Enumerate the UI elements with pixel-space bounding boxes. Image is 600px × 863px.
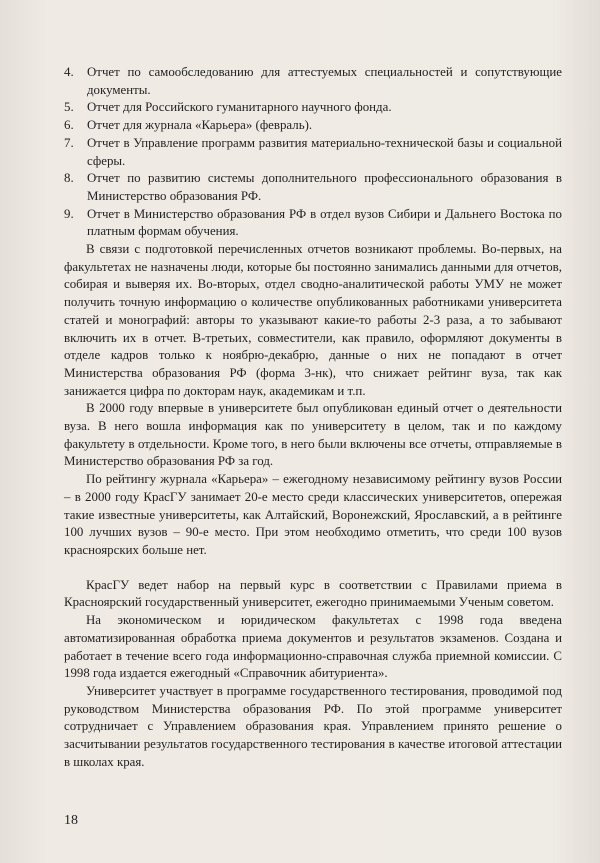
list-item-text: Отчет в Управление программ развития материально-технической базы и социальной сферы. bbox=[87, 135, 562, 168]
list-item-text: Отчет для Российского гуманитарного научного фонда. bbox=[87, 100, 392, 115]
paragraph-problems: В связи с подготовкой перечисленных отчетов возникают проблемы. Во-первых, на факультетах не назначены люди, которые бы постоянно занимались данными для отчетов, собирая и выверяя их. Во-вторых, отдел сводно-аналитической работы УМУ не может получить точную информацию о количестве опубликованных работниками университета статей и монографий: авторы то указывают какие-то работы 2-3 раза, а то забывают включить их в отчет. В-третьих, совместители, как правило, оформляют документы в отделе кадров только к ноябрю-декабрю, данные о них не попадают в отчет Министерства образования РФ (форма 3-нк), что снижает рейтинг вуза, так как занижается цифра по докторам наук, академикам и т.п. bbox=[64, 242, 562, 398]
paragraph-testing: Университет участвует в программе государственного тестирования, проводимой под руководством Министерства образования РФ. По этой программе университет сотрудничает с Управлением образования края. Управлением принято решение о засчитывании результатов государственного тестирования в качестве итоговой аттестации в школах края. bbox=[64, 683, 562, 769]
list-item bbox=[64, 64, 562, 99]
paragraph-admission-rules: КрасГУ ведет набор на первый курс в соответствии с Правилами приема в Красноярский государственный университет, ежегодно принимаемыми Ученым советом. bbox=[64, 577, 562, 610]
list-item-text: Отчет по самообследованию для аттестуемых специальностей и сопутствующие документы. bbox=[87, 65, 562, 97]
report-list bbox=[64, 64, 562, 241]
section-gap bbox=[64, 560, 562, 577]
list-item bbox=[64, 206, 562, 241]
paragraph-unified-report: В 2000 году впервые в университете был опубликован единый отчет о деятельности вуза. В него вошла информация как по университету в целом, так и по каждому факультету в отдельности. Кроме того, в него были включены все отчеты, отправляемые в Министерство образования РФ за год. bbox=[64, 401, 562, 469]
list-item-number: 4. bbox=[64, 65, 74, 79]
list-item-number: 7. bbox=[64, 135, 74, 150]
list-item bbox=[64, 117, 562, 135]
list-item-text: Отчет по развитию системы дополнительного профессионального образования в Министерство образования РФ. bbox=[87, 171, 562, 203]
list-item-number: 6. bbox=[64, 118, 74, 133]
list-item-number: 9. bbox=[64, 206, 74, 221]
list-item-number: 5. bbox=[64, 100, 74, 115]
list-item bbox=[64, 99, 562, 117]
list-item bbox=[64, 135, 562, 170]
paragraph-automation: На экономическом и юридическом факультетах с 1998 года введена автоматизированная обработка приема документов и результатов экзаменов. Создана и работает в течение всего года информационно-справочная служба приемной комиссии. С 1998 года издается ежегодный «Справочник абитуриента». bbox=[64, 613, 562, 681]
list-item-text: Отчет для журнала «Карьера» (февраль). bbox=[87, 118, 313, 133]
list-item-text: Отчет в Министерство образования РФ в отдел вузов Сибири и Дальнего Востока по платным формам обучения. bbox=[87, 206, 562, 239]
list-item bbox=[64, 170, 562, 205]
paragraph-rating: По рейтингу журнала «Карьера» – ежегодному независимому рейтингу вузов России – в 2000 году КрасГУ занимает 20-е место среди классических университетов, опережая такие известные университеты, как Алтайский, Воронежский, Ярославский, а в рейтинге 100 лучших вузов – 90-е место. При этом необходимо отметить, что среди 100 вузов красноярских больше нет. bbox=[64, 472, 562, 557]
page-content bbox=[64, 64, 562, 771]
list-item-number: 8. bbox=[64, 171, 74, 186]
page-number: 18 bbox=[64, 813, 78, 828]
